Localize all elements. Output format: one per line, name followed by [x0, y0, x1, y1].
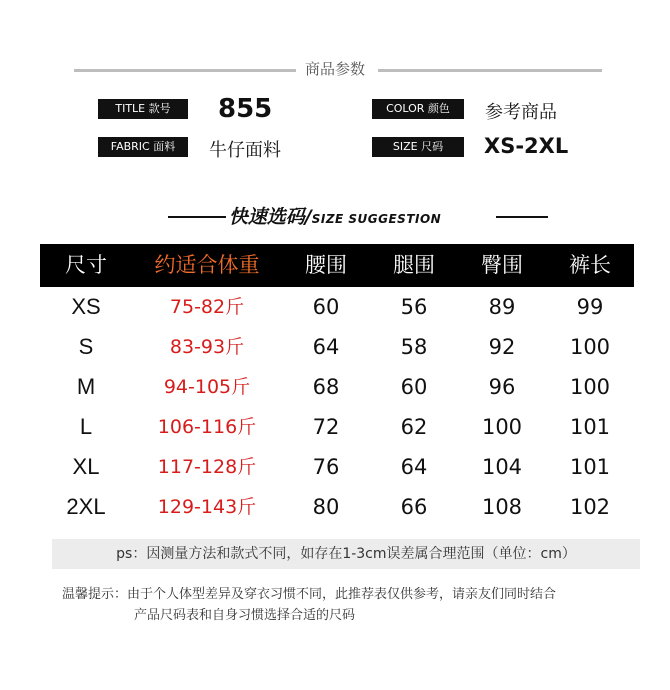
- title-value: 855: [218, 94, 273, 124]
- size-tag: SIZE 尺码: [372, 137, 464, 157]
- quick-select-title-en: SIZE SUGGESTION: [311, 212, 442, 226]
- quick-select-title-sep: /: [304, 206, 312, 228]
- header-waist: 腰围: [305, 253, 347, 277]
- section-title: 商品参数: [0, 58, 670, 79]
- color-tag: COLOR 颜色: [372, 99, 464, 119]
- cell-hip: 92: [488, 335, 516, 359]
- cell-hip: 100: [481, 415, 523, 439]
- warm-tips: [62, 584, 642, 626]
- header-thigh: 腿围: [393, 253, 435, 277]
- measurement-note: ps：因测量方法和款式不同，如存在1-3cm误差属合理范围（单位：cm）: [52, 539, 640, 569]
- cell-waist: 72: [312, 415, 340, 439]
- cell-weight: 75-82斤: [169, 296, 245, 318]
- cell-weight: 129-143斤: [157, 496, 257, 518]
- cell-weight: 117-128斤: [157, 456, 257, 478]
- cell-length: 102: [569, 495, 611, 519]
- title-tag: TITLE 款号: [98, 99, 188, 119]
- cell-length: 101: [569, 415, 611, 439]
- cell-size: S: [78, 334, 94, 359]
- cell-thigh: 60: [400, 375, 428, 399]
- cell-hip: 104: [481, 455, 523, 479]
- cell-waist: 64: [312, 335, 340, 359]
- size-table-header: [40, 244, 634, 287]
- tips-line-1: 温馨提示：由于个人体型差异及穿衣习惯不同，此推荐表仅供参考，请亲友们同时结合: [62, 587, 557, 602]
- cell-thigh: 66: [400, 495, 428, 519]
- cell-size: XL: [72, 454, 100, 479]
- cell-thigh: 64: [400, 455, 428, 479]
- header-weight: 约适合体重: [154, 253, 260, 277]
- cell-waist: 68: [312, 375, 340, 399]
- cell-size: XS: [71, 294, 101, 319]
- cell-weight: 94-105斤: [163, 376, 251, 398]
- fabric-value: 牛仔面料: [209, 140, 281, 161]
- quick-select-title-cn: 快速选码: [228, 206, 305, 228]
- cell-waist: 80: [312, 495, 340, 519]
- cell-waist: 76: [312, 455, 340, 479]
- color-value: 参考商品: [485, 102, 557, 123]
- cell-thigh: 62: [400, 415, 428, 439]
- size-value: XS-2XL: [484, 134, 569, 158]
- cell-length: 101: [569, 455, 611, 479]
- cell-length: 100: [569, 375, 611, 399]
- cell-weight: 106-116斤: [157, 416, 257, 438]
- cell-hip: 89: [488, 295, 516, 319]
- cell-size: M: [76, 374, 96, 399]
- tips-line-2: 产品尺码表和自身习惯选择合适的尺码: [134, 608, 356, 623]
- cell-size: 2XL: [66, 494, 106, 519]
- header-length: 裤长: [569, 253, 611, 277]
- fabric-tag: FABRIC 面料: [98, 137, 188, 157]
- cell-thigh: 56: [400, 295, 428, 319]
- cell-size: L: [79, 414, 93, 439]
- header-size: 尺寸: [65, 253, 107, 277]
- cell-waist: 60: [312, 295, 340, 319]
- cell-weight: 83-93斤: [169, 336, 245, 358]
- cell-length: 100: [569, 335, 611, 359]
- quick-select-heading: [0, 202, 670, 229]
- cell-hip: 96: [488, 375, 516, 399]
- header-hip: 臀围: [481, 253, 523, 277]
- cell-thigh: 58: [400, 335, 428, 359]
- cell-hip: 108: [481, 495, 523, 519]
- cell-length: 99: [576, 295, 604, 319]
